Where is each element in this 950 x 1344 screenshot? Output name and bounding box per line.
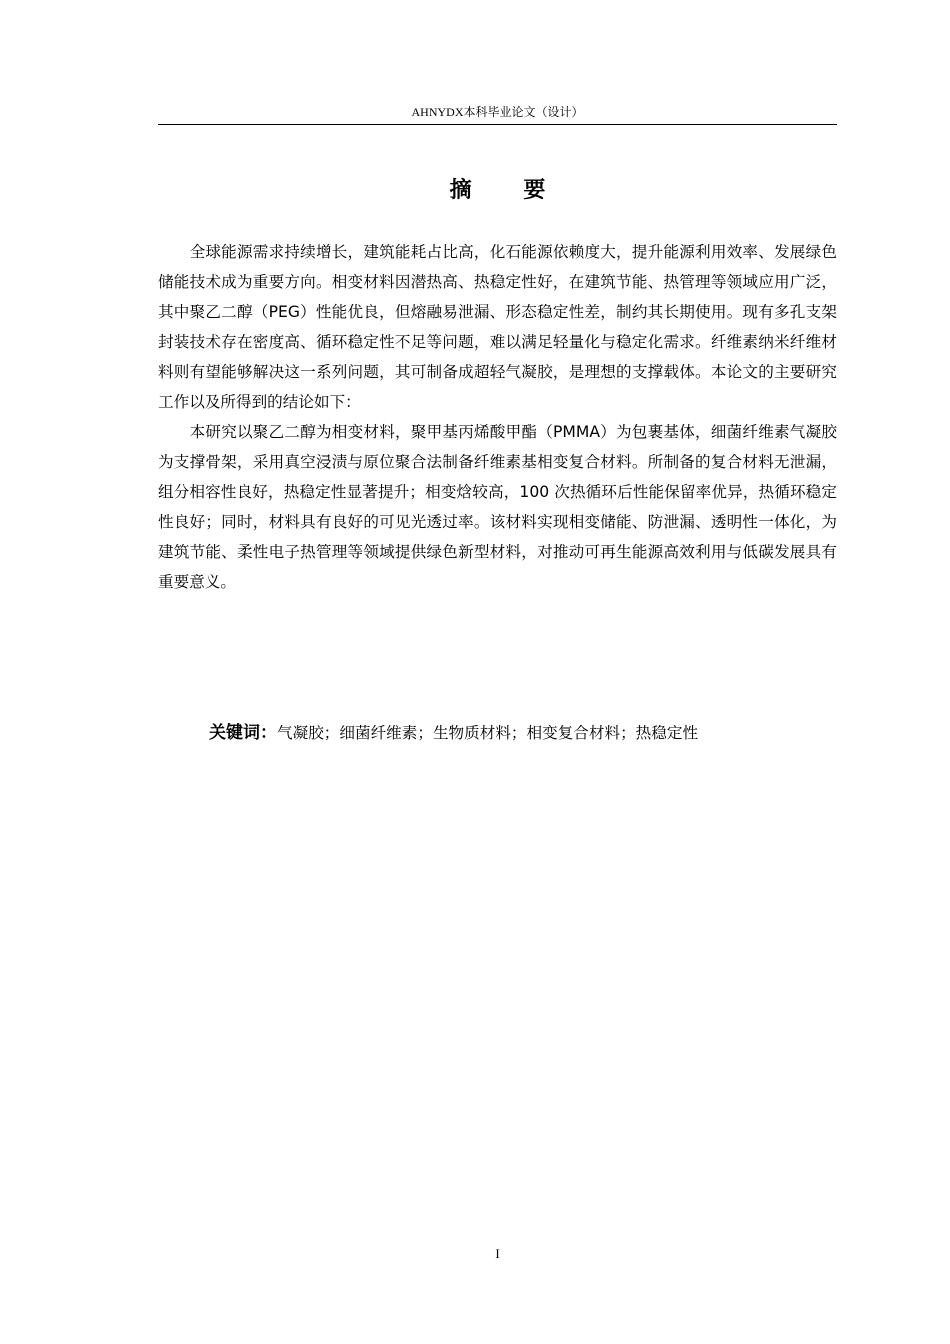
abstract-body <box>158 237 837 597</box>
page-number: I <box>495 1246 500 1261</box>
keywords-line <box>209 718 837 748</box>
header-divider <box>158 124 837 125</box>
abstract-title: 摘 要 <box>449 178 568 203</box>
abstract-paragraph-2: 本研究以聚乙二醇为相变材料，聚甲基丙烯酸甲酯（PMMA）为包裹基体，细菌纤维素气凝胶为支撑骨架，采用真空浸渍与原位聚合法制备纤维素基相变复合材料。所制备的复合材料无泄漏，组分相容性良好，热稳定性显著提升；相变焓较高，100 次热循环后性能保留率优异，热循环稳定性良好；同时，材料具有良好的可见光透过率。该材料实现相变储能、防泄漏、透明性一体化，为建筑节能、柔性电子热管理等领域提供绿色新型材料，对推动可再生能源高效利用与低碳发展具有重要意义。 <box>158 423 837 591</box>
keywords-label: 关键词： <box>209 723 277 743</box>
running-header: AHNYDX本科毕业论文（设计） <box>411 105 584 119</box>
abstract-paragraph-1: 全球能源需求持续增长，建筑能耗占比高，化石能源依赖度大，提升能源利用效率、发展绿色储能技术成为重要方向。相变材料因潜热高、热稳定性好，在建筑节能、热管理等领域应用广泛，其中聚乙二醇（PEG）性能优良，但熔融易泄漏、形态稳定性差，制约其长期使用。现有多孔支架封装技术存在密度高、循环稳定性不足等问题，难以满足轻量化与稳定化需求。纤维素纳米纤维材料则有望能够解决这一系列问题，其可制备成超轻气凝胶，是理想的支撑载体。本论文的主要研究工作以及所得到的结论如下： <box>158 243 837 411</box>
keywords-value: 气凝胶；细菌纤维素；生物质材料；相变复合材料；热稳定性 <box>277 724 699 742</box>
